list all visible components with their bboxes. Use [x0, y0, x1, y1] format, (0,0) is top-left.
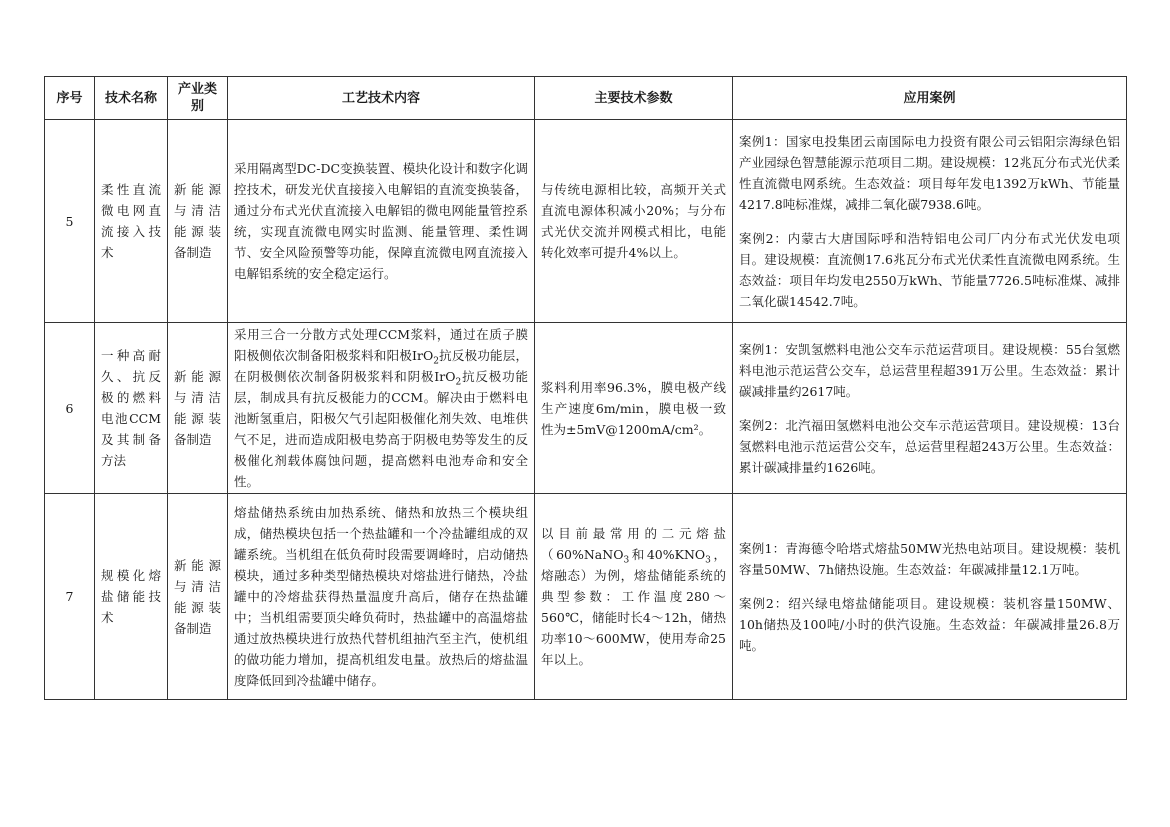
row-cases — [733, 494, 1127, 700]
row-tech-name: 柔性直流微电网直流接入技术 — [95, 120, 168, 323]
row-tech-name: 规模化熔盐储能技术 — [95, 494, 168, 700]
row-process: 采用隔离型DC-DC变换装置、模块化设计和数字化调控技术，研发光伏直接接入电解铝的直流变换装备，通过分布式光伏直流接入电解铝的微电网能量管控系统，实现直流微电网实时监测、能量管理、柔性调节、安全风险预警等功能，保障直流微电网直流接入电解铝系统的安全稳定运行。 — [228, 120, 535, 323]
row-cases — [733, 323, 1127, 494]
row-seq: 5 — [45, 120, 95, 323]
row-params — [535, 494, 733, 700]
params-text-b: 和40%KNO — [629, 547, 706, 562]
header-industry: 产业类别 — [168, 77, 228, 120]
table-row — [45, 323, 1127, 494]
header-params: 主要技术参数 — [535, 77, 733, 120]
case-2: 案例2：绍兴绿电熔盐储能项目。建设规模：装机容量150MW、10h储热及100吨/小时的供汽设施。生态效益：年碳减排量26.8万吨。 — [739, 595, 1120, 653]
row-seq: 6 — [45, 323, 95, 494]
header-process: 工艺技术内容 — [228, 77, 535, 120]
header-row — [45, 77, 1127, 120]
row-industry: 新能源与清洁能源装备制造 — [168, 120, 228, 323]
header-cases: 应用案例 — [733, 77, 1127, 120]
case-1: 案例1：安凯氢燃料电池公交车示范运营项目。建设规模：55台氢燃料电池示范运营公交车，总运营里程超391万公里。生态效益：累计碳减排量约2617吨。 — [739, 341, 1120, 399]
row-cases — [733, 120, 1127, 323]
header-tech-name: 技术名称 — [95, 77, 168, 120]
case-1: 案例1：国家电投集团云南国际电力投资有限公司云铝阳宗海绿色铝产业园绿色智慧能源示范项目二期。建设规模：12兆瓦分布式光伏柔性直流微电网系统。生态效益：项目每年发电1392万kWh、节能量4217.8吨标准煤，减排二氧化碳7938.6吨。 — [739, 133, 1120, 212]
subscript: 3 — [705, 555, 711, 566]
technology-table — [44, 76, 1127, 700]
subscript: 3 — [623, 555, 630, 566]
table-row — [45, 494, 1127, 700]
row-params: 与传统电源相比较，高频开关式直流电源体积减小20%；与分布式光伏交流并网模式相比，电能转化效率可提升4%以上。 — [535, 120, 733, 323]
case-2: 案例2：北汽福田氢燃料电池公交车示范运营项目。建设规模：13台氢燃料电池示范运营公交车，总运营里程超243万公里。生态效益：累计碳减排量约1626吨。 — [739, 417, 1120, 475]
subscript: 2 — [455, 377, 462, 388]
row-industry: 新能源与清洁能源装备制造 — [168, 494, 228, 700]
row-params: 浆料利用率96.3%，膜电极产线生产速度6m/min，膜电极一致性为±5mV@1200mA/cm²。 — [535, 323, 733, 494]
row-process: 熔盐储热系统由加热系统、储热和放热三个模块组成，储热模块包括一个热盐罐和一个冷盐罐组成的双罐系统。当机组在低负荷时段需要调峰时，启动储热模块，通过多种类型储热模块对熔盐进行储热，冷盐罐中的冷熔盐获得热量温度升高后，储存在热盐罐中；当机组需要顶尖峰负荷时，热盐罐中的高温熔盐通过放热模块进行放热代替机组抽汽至主汽，使机组的做功能力增加，提高机组发电量。放热后的熔盐温度降低回到冷盐罐中储存。 — [228, 494, 535, 700]
params-text-a: 以目前最常用的二元熔盐（60%NaNO — [541, 526, 726, 562]
case-1: 案例1：青海德令哈塔式熔盐50MW光热电站项目。建设规模：装机容量50MW、7h储热设施。生态效益：年碳减排量12.1万吨。 — [739, 540, 1120, 577]
row-process — [228, 323, 535, 494]
subscript: 2 — [433, 356, 439, 367]
row-industry: 新能源与清洁能源装备制造 — [168, 323, 228, 494]
header-seq: 序号 — [45, 77, 95, 120]
params-text-c: ，熔融态）为例，熔盐储能系统的典型参数：工作温度280～560℃，储能时长4～12h，储热功率10～600MW，使用寿命25年以上。 — [541, 547, 726, 667]
table-row — [45, 120, 1127, 323]
process-text-a: 采用三合一分散方式处理CCM浆料，通过在质子膜阳极侧依次制备阳极浆料和阳极IrO — [234, 327, 528, 363]
row-seq: 7 — [45, 494, 95, 700]
process-text-c: 抗反极功能层，制成具有抗反极能力的CCM。解决由于燃料电池断氢重启，阳极欠气引起阳极催化剂失效、电堆供气不足，进而造成阳极电势高于阴极电势等发生的反极催化剂载体腐蚀问题，提高燃料电池寿命和安全性。 — [234, 369, 528, 489]
case-2: 案例2：内蒙古大唐国际呼和浩特铝电公司厂内分布式光伏发电项目。建设规模：直流侧17.6兆瓦分布式光伏柔性直流微电网系统。生态效益：项目年均发电2550万kWh、节能量7726.5吨标准煤、减排二氧化碳14542.7吨。 — [739, 230, 1120, 309]
process-text-b: 抗反极功能层，在阴极侧依次制备阴极浆料和阴极IrO — [234, 348, 528, 384]
row-tech-name: 一种高耐久、抗反极的燃料电池CCM及其制备方法 — [95, 323, 168, 494]
